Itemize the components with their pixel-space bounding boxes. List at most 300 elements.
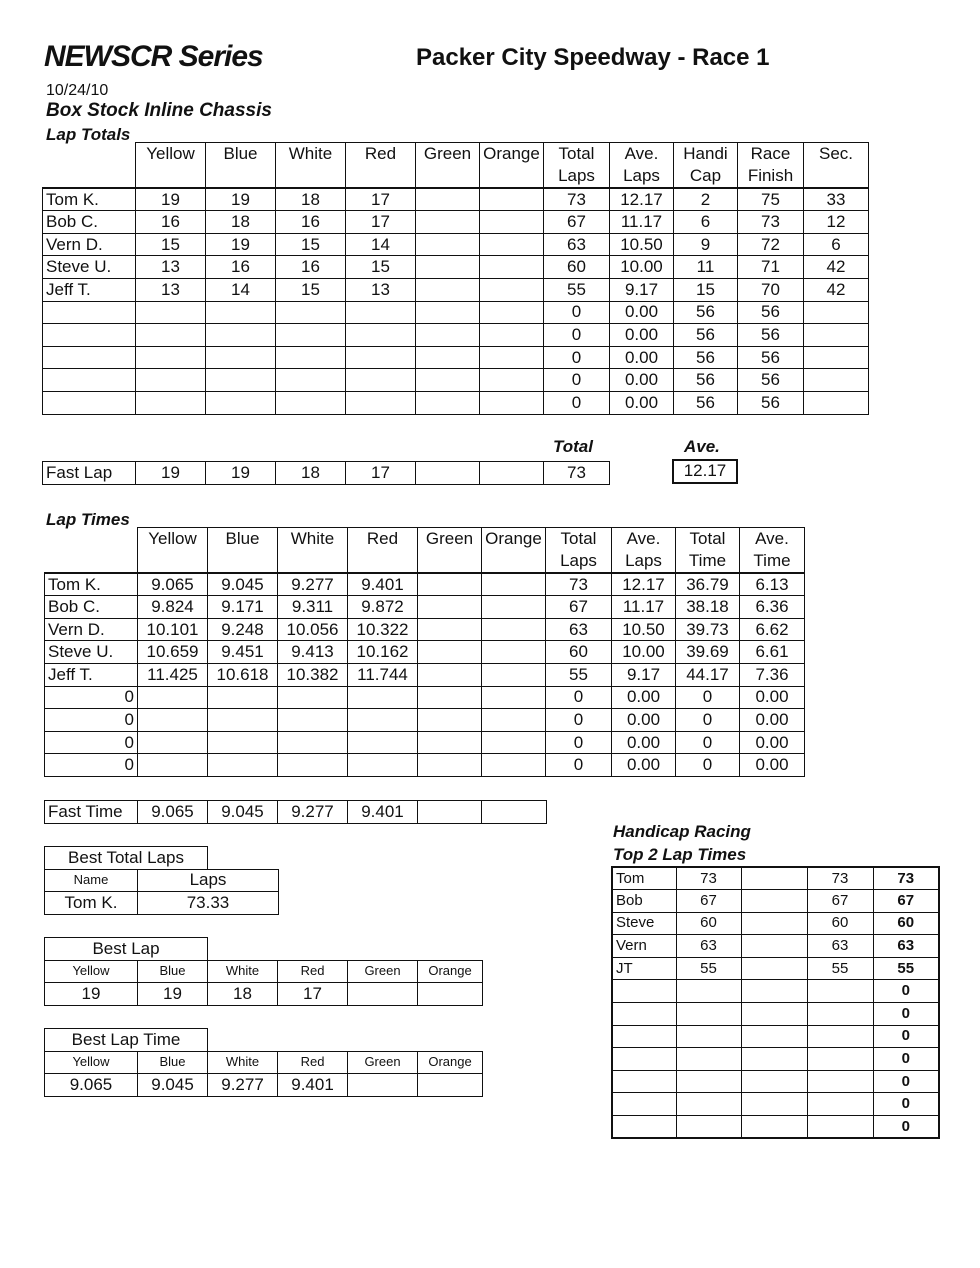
lap-times-row — [45, 618, 805, 641]
handicap-d: 63 — [873, 935, 939, 958]
lap-times-yellow — [138, 731, 208, 754]
lap-totals-name — [43, 324, 136, 347]
fast-time-blue: 9.045 — [208, 801, 278, 824]
lap-totals-total: 73 — [544, 188, 610, 211]
lap-totals-red — [346, 324, 416, 347]
handicap-a — [676, 980, 741, 1003]
lap-totals-finish: 56 — [738, 369, 804, 392]
lap-totals-green — [416, 391, 480, 414]
best-lap-time-title: Best Lap Time — [45, 1029, 208, 1052]
lap-totals-row — [43, 346, 869, 369]
lap-totals-green — [416, 211, 480, 234]
lap-times-white — [278, 754, 348, 777]
lap-totals-row — [43, 369, 869, 392]
lap-totals-handi: 6 — [674, 211, 738, 234]
best-lap-value-4 — [348, 983, 418, 1006]
lap-times-ave: 0.00 — [612, 686, 676, 709]
lap-times-atime: 0.00 — [740, 686, 805, 709]
lap-totals-orange — [480, 188, 544, 211]
handicap-name — [612, 1003, 676, 1026]
best-lap-label-3: Red — [278, 960, 348, 983]
lap-totals-finish: 56 — [738, 301, 804, 324]
handicap-c: 73 — [807, 867, 873, 890]
lap-times-white — [278, 731, 348, 754]
lap-times-orange — [482, 686, 546, 709]
handicap-d: 0 — [873, 980, 939, 1003]
lap-times-green — [418, 686, 482, 709]
lt-col-red: Red — [348, 528, 418, 574]
lap-totals-ave: 0.00 — [610, 301, 674, 324]
lap-totals-green — [416, 324, 480, 347]
lap-times-green — [418, 641, 482, 664]
handicap-row — [612, 890, 939, 913]
lap-totals-yellow — [136, 369, 206, 392]
lap-times-blue: 10.618 — [208, 663, 278, 686]
fast-lap-white: 18 — [276, 462, 346, 485]
lap-totals-row — [43, 391, 869, 414]
handicap-c — [807, 1093, 873, 1116]
lap-totals-green — [416, 233, 480, 256]
fast-time-yellow: 9.065 — [138, 801, 208, 824]
lap-totals-finish: 70 — [738, 278, 804, 301]
col-orange: Orange — [480, 143, 544, 189]
lap-totals-red: 17 — [346, 211, 416, 234]
lap-times-name: Tom K. — [45, 573, 138, 596]
best-lap-value-1: 19 — [138, 983, 208, 1006]
lap-totals-ave: 0.00 — [610, 369, 674, 392]
lap-totals-ave: 11.17 — [610, 211, 674, 234]
lap-totals-title: Lap Totals — [46, 125, 131, 144]
fast-lap-total: 73 — [544, 462, 610, 485]
handicap-b — [741, 890, 807, 913]
lap-times-white: 10.056 — [278, 618, 348, 641]
lap-times-atime: 0.00 — [740, 754, 805, 777]
handicap-d: 55 — [873, 957, 939, 980]
lap-totals-finish: 73 — [738, 211, 804, 234]
lap-times-white — [278, 686, 348, 709]
lt-col-time: Time — [676, 550, 740, 573]
handicap-row — [612, 1116, 939, 1139]
handicap-name: JT — [612, 957, 676, 980]
lap-times-atime: 6.62 — [740, 618, 805, 641]
col-ave-laps: Laps — [610, 165, 674, 188]
lap-totals-yellow — [136, 391, 206, 414]
lap-times-table — [44, 527, 805, 777]
lap-times-ave: 9.17 — [612, 663, 676, 686]
best-lap-label-5: Orange — [418, 960, 483, 983]
lap-times-ave: 10.00 — [612, 641, 676, 664]
lap-times-orange — [482, 618, 546, 641]
lap-totals-row — [43, 233, 869, 256]
handicap-name — [612, 1070, 676, 1093]
handicap-row — [612, 935, 939, 958]
col-ave: Ave. — [610, 143, 674, 166]
lap-times-green — [418, 596, 482, 619]
col-blue: Blue — [206, 143, 276, 189]
lap-times-ave: 0.00 — [612, 731, 676, 754]
lap-times-white — [278, 709, 348, 732]
handicap-name: Steve — [612, 912, 676, 935]
lap-times-atime: 0.00 — [740, 731, 805, 754]
lap-totals-orange — [480, 346, 544, 369]
fast-lap-table — [42, 461, 610, 485]
handicap-d: 0 — [873, 1070, 939, 1093]
handicap-name: Bob — [612, 890, 676, 913]
lt-col-green: Green — [418, 528, 482, 574]
lap-times-yellow: 10.659 — [138, 641, 208, 664]
lap-totals-sec: 42 — [804, 278, 869, 301]
lap-times-laps: 60 — [546, 641, 612, 664]
lap-times-red: 10.322 — [348, 618, 418, 641]
handicap-name: Vern — [612, 935, 676, 958]
col-total-laps: Laps — [544, 165, 610, 188]
lap-totals-total: 0 — [544, 301, 610, 324]
handicap-c — [807, 980, 873, 1003]
lap-totals-handi: 56 — [674, 346, 738, 369]
lap-times-row — [45, 686, 805, 709]
handicap-a: 67 — [676, 890, 741, 913]
lap-totals-red: 15 — [346, 256, 416, 279]
handicap-b — [741, 1093, 807, 1116]
lap-totals-total: 0 — [544, 369, 610, 392]
lap-totals-yellow: 13 — [136, 278, 206, 301]
lap-totals-yellow: 13 — [136, 256, 206, 279]
best-lap-value-2: 18 — [208, 983, 278, 1006]
lap-totals-total: 55 — [544, 278, 610, 301]
lap-totals-handi: 2 — [674, 188, 738, 211]
best-total-laps-label: Laps — [138, 869, 279, 892]
handicap-b — [741, 867, 807, 890]
lap-times-blue: 9.171 — [208, 596, 278, 619]
lap-totals-sec: 33 — [804, 188, 869, 211]
fast-lap-ave-label: Ave. — [684, 437, 720, 456]
lap-times-name: 0 — [45, 686, 138, 709]
lap-times-ave: 12.17 — [612, 573, 676, 596]
best-lap-time-value-0: 9.065 — [45, 1074, 138, 1097]
lap-times-title: Lap Times — [46, 510, 130, 529]
best-lap-label-4: Green — [348, 960, 418, 983]
lap-times-laps: 73 — [546, 573, 612, 596]
fast-time-green — [418, 801, 482, 824]
col-cap: Cap — [674, 165, 738, 188]
lap-totals-blue: 19 — [206, 233, 276, 256]
lap-times-name: 0 — [45, 731, 138, 754]
handicap-c: 60 — [807, 912, 873, 935]
fast-lap-orange — [480, 462, 544, 485]
handicap-b — [741, 980, 807, 1003]
lap-totals-ave: 0.00 — [610, 346, 674, 369]
lap-totals-name: Jeff T. — [43, 278, 136, 301]
best-lap-time-value-5 — [418, 1074, 483, 1097]
lap-times-blue: 9.248 — [208, 618, 278, 641]
lap-times-laps: 63 — [546, 618, 612, 641]
lap-totals-blue — [206, 324, 276, 347]
handicap-a: 73 — [676, 867, 741, 890]
handicap-row — [612, 912, 939, 935]
lap-totals-orange — [480, 256, 544, 279]
race-title: Packer City Speedway - Race 1 — [416, 44, 770, 71]
lap-totals-ave: 12.17 — [610, 188, 674, 211]
fast-lap-ave-box — [672, 459, 738, 484]
lap-totals-total: 0 — [544, 346, 610, 369]
lap-totals-table — [42, 142, 869, 415]
handicap-a — [676, 1048, 741, 1071]
best-lap-time-label-2: White — [208, 1051, 278, 1074]
best-lap-label-1: Blue — [138, 960, 208, 983]
lap-totals-finish: 56 — [738, 346, 804, 369]
handicap-b — [741, 912, 807, 935]
handicap-name — [612, 1116, 676, 1139]
handicap-name: Tom — [612, 867, 676, 890]
lap-totals-yellow — [136, 301, 206, 324]
lt-col-ave: Ave. — [612, 528, 676, 551]
lap-totals-green — [416, 278, 480, 301]
lap-totals-red — [346, 391, 416, 414]
lap-totals-name — [43, 369, 136, 392]
lap-times-row — [45, 641, 805, 664]
best-lap-time-value-2: 9.277 — [208, 1074, 278, 1097]
lap-totals-name: Vern D. — [43, 233, 136, 256]
handicap-row — [612, 957, 939, 980]
lap-times-laps: 0 — [546, 731, 612, 754]
lap-totals-white: 15 — [276, 233, 346, 256]
lap-times-white: 9.277 — [278, 573, 348, 596]
lap-times-ttime: 39.69 — [676, 641, 740, 664]
lap-times-ttime: 36.79 — [676, 573, 740, 596]
handicap-d: 60 — [873, 912, 939, 935]
lap-times-orange — [482, 709, 546, 732]
lap-totals-blue — [206, 301, 276, 324]
lap-times-name: Bob C. — [45, 596, 138, 619]
lap-totals-handi: 56 — [674, 301, 738, 324]
lap-times-ttime: 0 — [676, 754, 740, 777]
lap-totals-orange — [480, 391, 544, 414]
handicap-b — [741, 1003, 807, 1026]
handicap-a — [676, 1025, 741, 1048]
fast-lap-blue: 19 — [206, 462, 276, 485]
best-lap-time-value-1: 9.045 — [138, 1074, 208, 1097]
handicap-row — [612, 867, 939, 890]
best-lap-time-value-3: 9.401 — [278, 1074, 348, 1097]
best-lap-value-3: 17 — [278, 983, 348, 1006]
lap-totals-row — [43, 278, 869, 301]
lap-totals-finish: 71 — [738, 256, 804, 279]
best-total-laps-table — [44, 846, 279, 915]
handicap-row — [612, 1048, 939, 1071]
lap-totals-white — [276, 301, 346, 324]
handicap-b — [741, 957, 807, 980]
lap-times-yellow: 9.824 — [138, 596, 208, 619]
col-white: White — [276, 143, 346, 189]
lap-totals-sec — [804, 324, 869, 347]
handicap-c — [807, 1116, 873, 1139]
handicap-b — [741, 935, 807, 958]
lap-totals-white: 15 — [276, 278, 346, 301]
lap-totals-blue: 16 — [206, 256, 276, 279]
lap-times-orange — [482, 641, 546, 664]
handicap-d: 67 — [873, 890, 939, 913]
col-finish: Finish — [738, 165, 804, 188]
lap-totals-handi: 56 — [674, 369, 738, 392]
col-handi: Handi — [674, 143, 738, 166]
best-total-name-label: Name — [45, 869, 138, 892]
lt-col-white: White — [278, 528, 348, 574]
col-sec: Sec. — [804, 143, 869, 189]
lap-times-yellow — [138, 709, 208, 732]
lap-totals-row — [43, 324, 869, 347]
handicap-c — [807, 1003, 873, 1026]
lap-totals-handi: 56 — [674, 324, 738, 347]
lap-totals-yellow: 15 — [136, 233, 206, 256]
best-lap-table — [44, 937, 483, 1006]
lap-times-ttime: 39.73 — [676, 618, 740, 641]
fast-time-label: Fast Time — [45, 801, 138, 824]
lap-times-row — [45, 709, 805, 732]
lap-totals-name: Tom K. — [43, 188, 136, 211]
lap-times-yellow — [138, 754, 208, 777]
lap-totals-name — [43, 301, 136, 324]
lap-times-red — [348, 686, 418, 709]
fast-lap-red: 17 — [346, 462, 416, 485]
best-lap-title: Best Lap — [45, 938, 208, 961]
lap-times-name: 0 — [45, 709, 138, 732]
lap-totals-ave: 0.00 — [610, 324, 674, 347]
col-yellow: Yellow — [136, 143, 206, 189]
fast-lap-green — [416, 462, 480, 485]
best-lap-time-label-3: Red — [278, 1051, 348, 1074]
lap-totals-white — [276, 324, 346, 347]
lap-times-red: 9.401 — [348, 573, 418, 596]
lap-times-laps: 0 — [546, 709, 612, 732]
lap-totals-blue — [206, 369, 276, 392]
lap-totals-green — [416, 256, 480, 279]
handicap-d: 0 — [873, 1003, 939, 1026]
best-lap-label-0: Yellow — [45, 960, 138, 983]
lap-times-row — [45, 663, 805, 686]
lap-times-atime: 6.61 — [740, 641, 805, 664]
best-lap-value-5 — [418, 983, 483, 1006]
col-total: Total — [544, 143, 610, 166]
lap-totals-blue: 18 — [206, 211, 276, 234]
lap-times-orange — [482, 663, 546, 686]
lap-totals-row — [43, 256, 869, 279]
lap-times-atime: 6.36 — [740, 596, 805, 619]
lap-times-name: Steve U. — [45, 641, 138, 664]
lap-totals-total: 0 — [544, 324, 610, 347]
lap-times-blue: 9.045 — [208, 573, 278, 596]
lap-totals-row — [43, 211, 869, 234]
handicap-d: 0 — [873, 1116, 939, 1139]
fast-time-white: 9.277 — [278, 801, 348, 824]
lap-times-white: 10.382 — [278, 663, 348, 686]
lap-totals-ave: 10.00 — [610, 256, 674, 279]
lap-times-blue — [208, 686, 278, 709]
handicap-a — [676, 1116, 741, 1139]
lap-totals-sec: 42 — [804, 256, 869, 279]
lap-times-white: 9.413 — [278, 641, 348, 664]
lap-totals-handi: 56 — [674, 391, 738, 414]
lap-times-orange — [482, 754, 546, 777]
best-lap-value-0: 19 — [45, 983, 138, 1006]
lap-totals-total: 0 — [544, 391, 610, 414]
col-race: Race — [738, 143, 804, 166]
lap-totals-ave: 0.00 — [610, 391, 674, 414]
lt-col-orange: Orange — [482, 528, 546, 574]
best-lap-time-label-4: Green — [348, 1051, 418, 1074]
lap-totals-white: 16 — [276, 256, 346, 279]
lt-col-laps: Laps — [546, 550, 612, 573]
handicap-c: 63 — [807, 935, 873, 958]
lap-totals-white — [276, 391, 346, 414]
lap-totals-yellow: 19 — [136, 188, 206, 211]
lap-times-orange — [482, 731, 546, 754]
lap-totals-red: 17 — [346, 188, 416, 211]
lap-totals-finish: 56 — [738, 324, 804, 347]
lap-totals-red: 14 — [346, 233, 416, 256]
lap-totals-white: 16 — [276, 211, 346, 234]
handicap-b — [741, 1025, 807, 1048]
lap-times-green — [418, 709, 482, 732]
lap-times-green — [418, 731, 482, 754]
handicap-row — [612, 1003, 939, 1026]
handicap-row — [612, 980, 939, 1003]
handicap-a: 63 — [676, 935, 741, 958]
lap-totals-row — [43, 188, 869, 211]
lap-times-ttime: 0 — [676, 686, 740, 709]
handicap-c — [807, 1025, 873, 1048]
lap-times-yellow — [138, 686, 208, 709]
lap-totals-green — [416, 369, 480, 392]
fast-time-table — [44, 800, 547, 824]
lap-times-blue — [208, 709, 278, 732]
lt-col-atime: Time — [740, 550, 805, 573]
handicap-d: 0 — [873, 1093, 939, 1116]
lap-times-row — [45, 573, 805, 596]
col-green: Green — [416, 143, 480, 189]
lap-times-row — [45, 596, 805, 619]
lap-totals-white — [276, 369, 346, 392]
lap-totals-name — [43, 391, 136, 414]
lap-times-red: 10.162 — [348, 641, 418, 664]
lap-totals-orange — [480, 324, 544, 347]
lap-totals-sec: 6 — [804, 233, 869, 256]
lap-totals-handi: 11 — [674, 256, 738, 279]
lap-totals-handi: 9 — [674, 233, 738, 256]
handicap-d: 0 — [873, 1025, 939, 1048]
lap-totals-green — [416, 346, 480, 369]
handicap-title: Handicap Racing — [613, 822, 751, 841]
lap-totals-finish: 75 — [738, 188, 804, 211]
lap-times-yellow: 9.065 — [138, 573, 208, 596]
fast-lap-label: Fast Lap — [43, 462, 136, 485]
lt-col-yellow: Yellow — [138, 528, 208, 574]
lap-totals-ave: 9.17 — [610, 278, 674, 301]
lap-totals-orange — [480, 369, 544, 392]
lap-times-ttime: 38.18 — [676, 596, 740, 619]
lap-times-green — [418, 618, 482, 641]
lap-totals-sec — [804, 369, 869, 392]
lap-times-row — [45, 731, 805, 754]
lap-times-blue: 9.451 — [208, 641, 278, 664]
lap-times-ave: 0.00 — [612, 709, 676, 732]
handicap-subtitle: Top 2 Lap Times — [613, 845, 747, 864]
class-name: Box Stock Inline Chassis — [46, 100, 272, 121]
lap-totals-yellow — [136, 324, 206, 347]
handicap-row — [612, 1025, 939, 1048]
best-total-name: Tom K. — [45, 892, 138, 915]
lap-totals-orange — [480, 278, 544, 301]
lap-times-red: 11.744 — [348, 663, 418, 686]
